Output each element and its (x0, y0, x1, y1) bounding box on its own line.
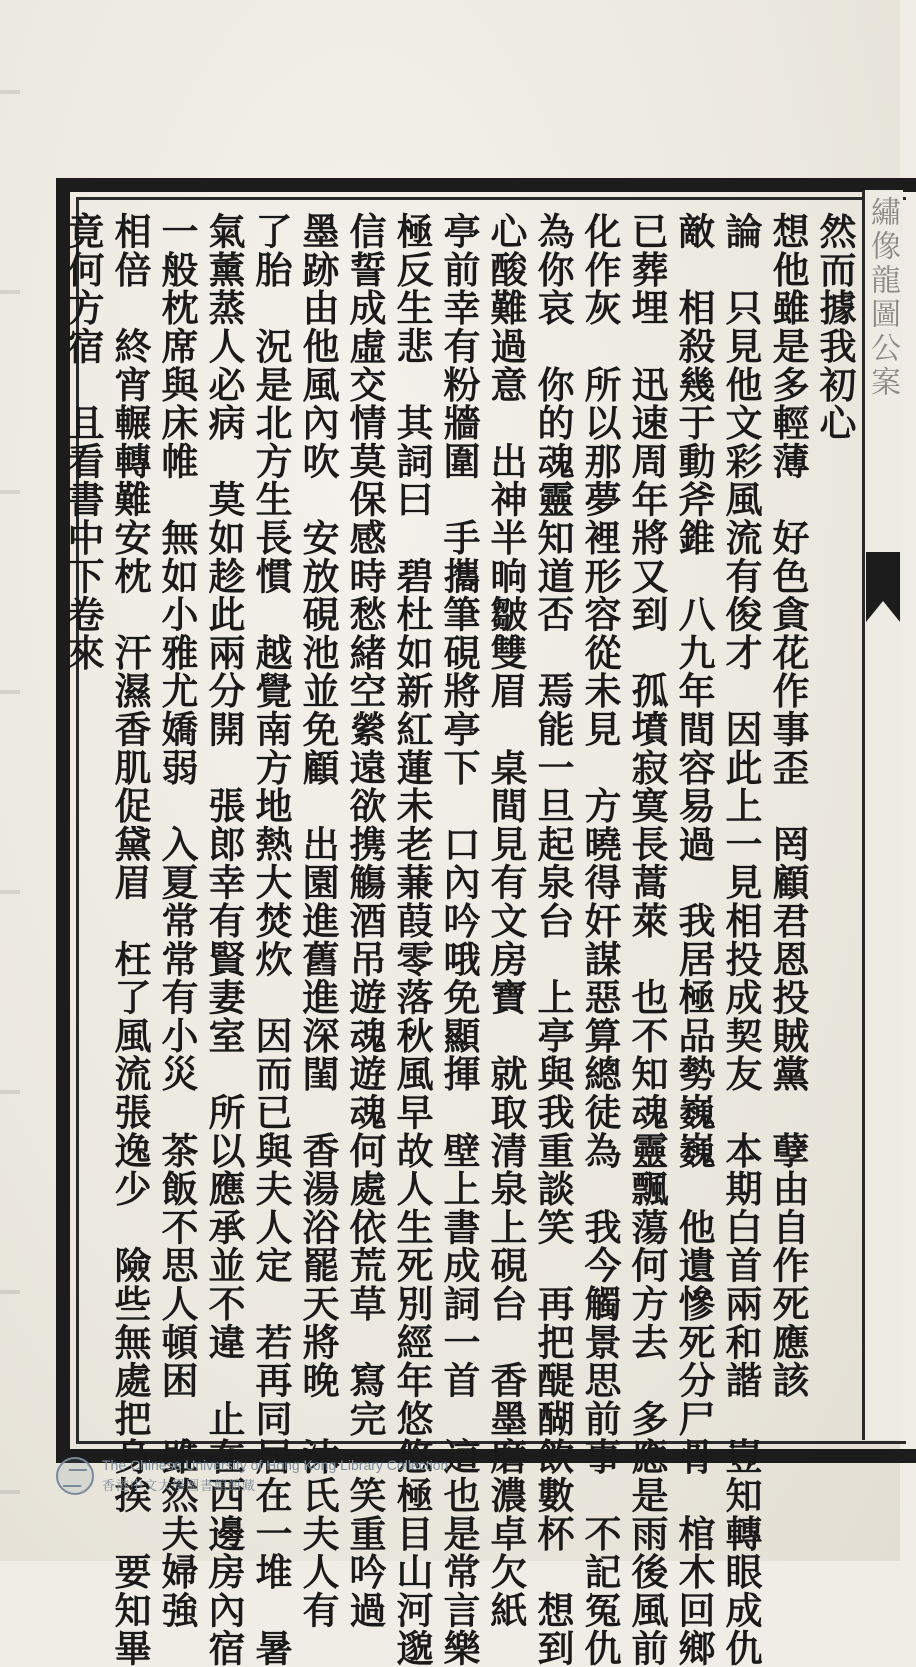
book-title: 繡像龍圖公案 (865, 196, 900, 400)
text-column: 心酸難過意 出神半晌皺雙眉 桌間見有文房寶 就取清泉上硯台 香墨磨濃卓欠紙 (484, 212, 528, 1630)
text-column: 已葬埋 迅速周年將又到 孤墳寂寞長蒿萊 也不知魂靈飄蕩何方去 多應是雨後風前 (625, 212, 669, 1667)
text-column: 想他雖是多輕薄 好色貪花作事歪 罔顧君恩投賊黨 孽由自作死應該 (766, 212, 810, 1400)
binding-edge (0, 0, 20, 1561)
text-column: 論 只見他文彩風流有俊才 因此上一見相投成契友 本期白首兩和諧 豈知轉眼成仇 (719, 212, 763, 1667)
cuhk-logo-icon (56, 1457, 94, 1495)
text-column: 然而據我初心 (813, 212, 857, 442)
text-column: 一般枕席與床帷 無如小雅尤嬌弱 入夏常常有小災 茶飯不思人頓困 雖然夫婦強 (155, 212, 199, 1630)
text-column: 相倍 終宵輾轉難安枕 汗濕香肌促黛眉 枉了風流張逸少 險些無處把身挨 要知畢 (108, 212, 152, 1667)
watermark-english: The Chinese University of Hong Kong Library Collection (102, 1457, 449, 1473)
text-column: 亭前幸有粉牆圍 手攜筆硯將亭下 口內吟哦免顯揮 壁上書成詞一首 這也是常言樂 (437, 212, 481, 1667)
text-column: 了胎 況是北方生長慣 越覺南方地熱大焚炊 因而已與夫人定 若再同居在一堆 暑 (249, 212, 293, 1667)
text-column: 為你哀 你的魂靈知道否 焉能一旦起泉台 上亭與我重談笑 再把醍醐飲數杯 想到 (531, 212, 575, 1667)
text-column: 極反生悲 其詞曰 碧杜如新紅蓮未老蒹葭零落秋風早故人生死別經年悠悠極目山河邈 (390, 212, 434, 1667)
text-column: 墨跡由他風內吹 安放硯池並免顧 出園進舊進深閨 香湯浴罷天將晚 沐氏夫人有 (296, 212, 340, 1630)
text-column: 化作灰 所以那夢裡形容從未見 方曉得奸謀惡算總徒為 我今觸景思前事 不記冤仇 (578, 212, 622, 1667)
text-column: 氣薰蒸人必病 莫如趁此兩分開 張郎幸有賢妻室 所以應承並不違 止在西邊房內宿 (202, 212, 246, 1667)
watermark-chinese: 香港中文大學圖書館館藏 (102, 1479, 257, 1494)
text-column: 敵 相殺幾于動斧錐 八九年間容易過 我居極品勢巍巍 他遺慘死分尸骨 棺木回鄉 (672, 212, 716, 1667)
text-column: 信誓成虛交情莫保感時愁緒空縈遠欲携觴酒吊遊魂遊魂何處依荒草 寫完一笑重吟過 (343, 212, 387, 1630)
text-column: 竟何方宿 且看書中下卷來 (61, 212, 105, 672)
library-watermark (56, 1455, 516, 1499)
